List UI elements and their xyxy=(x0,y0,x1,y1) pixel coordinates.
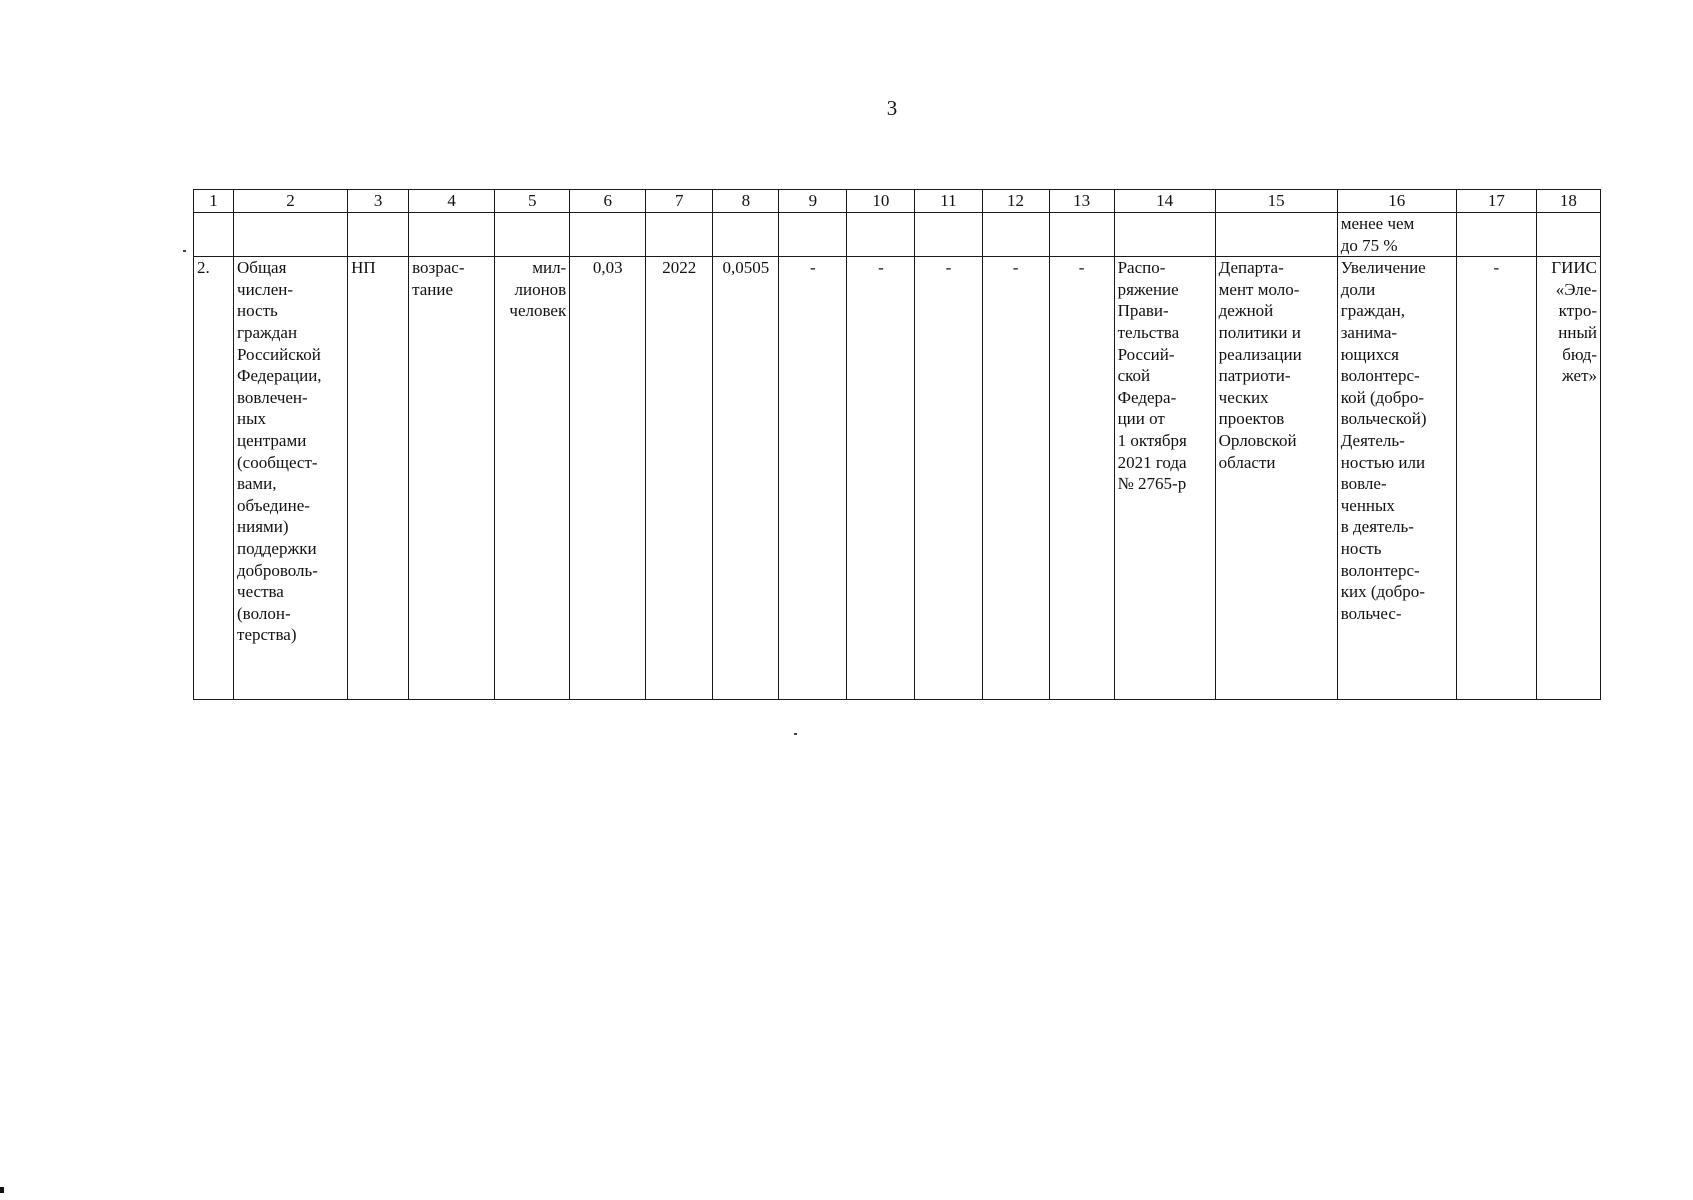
column-number: 11 xyxy=(915,190,982,213)
empty-cell xyxy=(779,213,847,257)
scan-speck xyxy=(183,250,186,252)
continuation-row xyxy=(194,213,1601,257)
column-number: 17 xyxy=(1456,190,1536,213)
empty-cell xyxy=(847,213,915,257)
unit-cell: мил- лионов человек xyxy=(495,257,570,700)
row-number-cell: 2. xyxy=(194,257,234,700)
column-number-row xyxy=(194,190,1601,213)
column-number: 10 xyxy=(847,190,915,213)
empty-cell xyxy=(1215,213,1337,257)
column-number: 12 xyxy=(982,190,1049,213)
column-number: 9 xyxy=(779,190,847,213)
scan-speck xyxy=(794,733,797,735)
empty-cell xyxy=(713,213,779,257)
empty-cell xyxy=(1114,213,1215,257)
relation-description-cell: Увеличение доли граждан, занима- ющихся волонтерс- кой (добро- вольческой) Деятель- ностью или вовле- ченных в деятель- ность волонтерс- ких (добро- вольчес- xyxy=(1337,257,1456,700)
dash-cell: - xyxy=(779,257,847,700)
empty-cell xyxy=(409,213,495,257)
dash-cell: - xyxy=(1049,257,1114,700)
base-value-cell: 0,03 xyxy=(570,257,646,700)
column-number: 13 xyxy=(1049,190,1114,213)
empty-cell xyxy=(646,213,713,257)
table-row xyxy=(194,257,1601,700)
column-number: 3 xyxy=(348,190,409,213)
empty-cell xyxy=(1049,213,1114,257)
empty-cell xyxy=(348,213,409,257)
page-number: 3 xyxy=(886,96,898,120)
empty-cell xyxy=(234,213,348,257)
column-number: 15 xyxy=(1215,190,1337,213)
column-number: 1 xyxy=(194,190,234,213)
column-number: 6 xyxy=(570,190,646,213)
empty-cell xyxy=(194,213,234,257)
column-number: 2 xyxy=(234,190,348,213)
empty-cell xyxy=(1456,213,1536,257)
column-number: 18 xyxy=(1536,190,1600,213)
responsible-department-cell: Департа- мент моло- дежной политики и реализации патриоти- ческих проектов Орловской области xyxy=(1215,257,1337,700)
empty-cell xyxy=(570,213,646,257)
value-cell: 0,0505 xyxy=(713,257,779,700)
base-year-cell: 2022 xyxy=(646,257,713,700)
information-system-cell: ГИИС «Эле- ктро- нный бюд- жет» xyxy=(1536,257,1600,700)
indicator-table xyxy=(193,189,1601,700)
trend-cell: возрас- тание xyxy=(409,257,495,700)
column-number: 7 xyxy=(646,190,713,213)
column-number: 8 xyxy=(713,190,779,213)
column-number: 5 xyxy=(495,190,570,213)
column-number: 16 xyxy=(1337,190,1456,213)
scan-edge-mark xyxy=(0,1187,4,1193)
empty-cell xyxy=(1536,213,1600,257)
dash-cell: - xyxy=(982,257,1049,700)
dash-cell: - xyxy=(847,257,915,700)
column-number: 14 xyxy=(1114,190,1215,213)
dash-cell: - xyxy=(915,257,982,700)
empty-cell xyxy=(495,213,570,257)
empty-cell xyxy=(915,213,982,257)
indicator-name-cell: Общая числен- ность граждан Российской Федерации, вовлечен- ных центрами (сообщест- вами, объедине- ниями) поддержки доброволь- чества (волон- терства) xyxy=(234,257,348,700)
document-reference-cell: Распо- ряжение Прави- тельства Россий- ской Федера- ции от 1 октября 2021 года № 2765-р xyxy=(1114,257,1215,700)
dash-cell: - xyxy=(1456,257,1536,700)
empty-cell xyxy=(982,213,1049,257)
continuation-text-cell: менее чем до 75 % xyxy=(1337,213,1456,257)
indicator-type-cell: НП xyxy=(348,257,409,700)
column-number: 4 xyxy=(409,190,495,213)
